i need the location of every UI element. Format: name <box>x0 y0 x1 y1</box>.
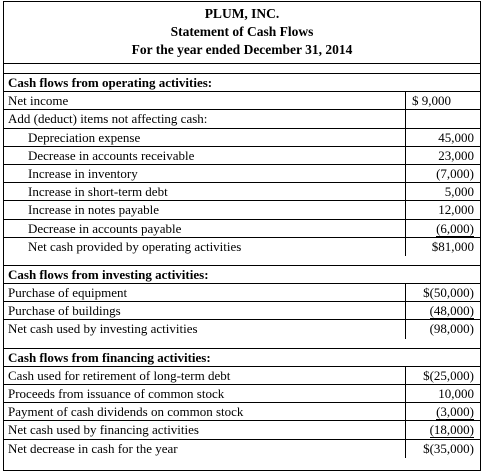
section-spacer <box>4 256 480 266</box>
financing-items <box>4 367 480 458</box>
row-amount: (98,000) <box>405 320 480 338</box>
investing-heading: Cash flows from investing activities: <box>8 266 209 282</box>
row-label: Increase in inventory <box>28 165 138 181</box>
row-amount: 10,000 <box>405 385 480 402</box>
row-amount: 12,000 <box>405 201 480 218</box>
financing-heading: Cash flows from financing activities: <box>8 349 211 365</box>
row-amount: (7,000) <box>405 165 480 182</box>
row-label: Cash used for retirement of long-term debt <box>8 367 231 383</box>
row-label: Purchase of equipment <box>8 285 128 301</box>
line-item-row <box>4 201 480 219</box>
statement-header <box>4 2 480 64</box>
line-item-row <box>4 129 480 147</box>
line-item-row <box>4 238 480 256</box>
line-item-row <box>4 403 480 421</box>
row-amount: 45,000 <box>405 129 480 146</box>
row-amount: (48,000) <box>405 302 480 319</box>
line-item-row <box>4 183 480 201</box>
operating-heading-row <box>4 74 480 92</box>
row-label: Net income <box>8 93 69 109</box>
row-amount: $(25,000) <box>405 367 480 384</box>
operating-items <box>4 129 480 256</box>
row-amount: $(35,000) <box>405 440 480 458</box>
row-label: Net decrease in cash for the year <box>8 440 178 456</box>
row-label: Decrease in accounts payable <box>28 220 182 236</box>
row-amount: $ 9,000 <box>405 92 480 109</box>
row-amount: (6,000) <box>405 220 480 237</box>
row-amount: (18,000) <box>405 421 480 438</box>
line-item-row <box>4 385 480 403</box>
row-amount: 5,000 <box>405 183 480 200</box>
row-amount: (3,000) <box>405 403 480 420</box>
line-item-row <box>4 284 480 302</box>
investing-heading-row <box>4 266 480 284</box>
row-amount: $(50,000) <box>405 284 480 301</box>
row-amount <box>405 110 480 127</box>
investing-items <box>4 284 480 339</box>
row-amount: 23,000 <box>405 147 480 164</box>
section-spacer <box>4 64 480 74</box>
line-item-row <box>4 367 480 385</box>
net-income-row <box>4 92 480 110</box>
operating-heading: Cash flows from operating activities: <box>8 75 213 90</box>
row-label: Purchase of buildings <box>8 303 121 319</box>
line-item-row <box>4 320 480 338</box>
company-name: PLUM, INC. <box>204 6 280 21</box>
statement-title: Statement of Cash Flows <box>170 24 314 39</box>
line-item-row <box>4 165 480 183</box>
row-label: Decrease in accounts receivable <box>28 147 195 163</box>
row-label: Net cash provided by operating activities <box>28 238 242 254</box>
row-label: Increase in notes payable <box>28 202 160 218</box>
financing-heading-row <box>4 349 480 367</box>
row-label: Add (deduct) items not affecting cash: <box>8 111 208 127</box>
row-label: Net cash used by investing activities <box>8 321 198 337</box>
statement-period: For the year ended December 31, 2014 <box>131 42 353 57</box>
section-spacer <box>4 339 480 349</box>
line-item-row <box>4 440 480 458</box>
line-item-row <box>4 302 480 320</box>
row-label: Proceeds from issuance of common stock <box>8 386 225 401</box>
line-item-row <box>4 220 480 238</box>
row-amount: $81,000 <box>405 238 480 256</box>
line-item-row <box>4 147 480 165</box>
adjustments-row <box>4 110 480 128</box>
row-label: Increase in short-term debt <box>28 184 168 200</box>
row-label: Net cash used by financing activities <box>8 422 199 438</box>
row-label: Depreciation expense <box>28 129 141 145</box>
cash-flow-statement <box>3 1 481 471</box>
line-item-row <box>4 421 480 439</box>
row-label: Payment of cash dividends on common stock <box>8 404 244 420</box>
